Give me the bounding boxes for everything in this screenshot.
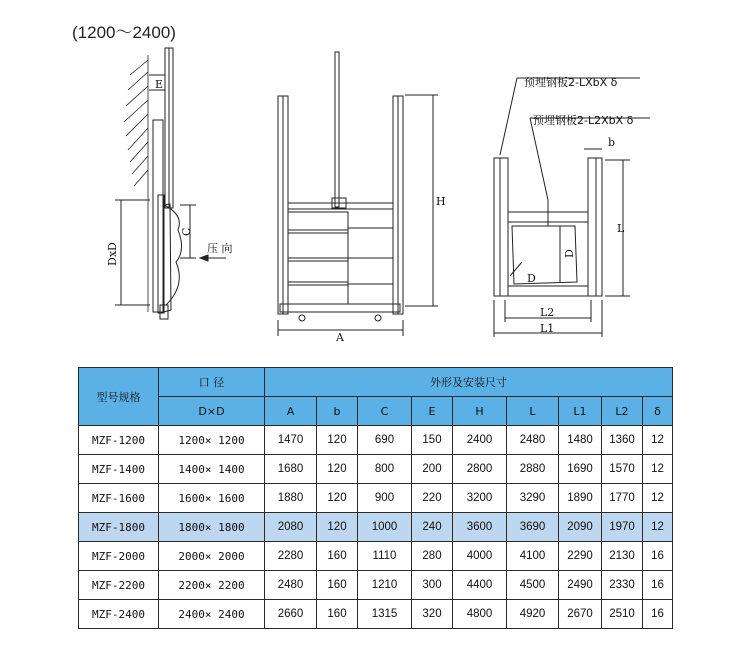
table-cell: 1690 <box>559 455 602 484</box>
side-view <box>106 48 233 319</box>
table-cell: 3690 <box>507 513 559 542</box>
table-cell: 2880 <box>507 455 559 484</box>
table-cell: 2200× 2200 <box>159 571 265 600</box>
table-row <box>79 600 673 629</box>
label-l1: L1 <box>540 322 555 335</box>
table-cell: 3200 <box>453 484 507 513</box>
label-pressure: 压 向 <box>207 242 233 255</box>
front-view <box>278 52 446 344</box>
table-row <box>79 426 673 455</box>
note-plate-1: 预埋钢板2-LXbX δ <box>524 76 618 89</box>
table-header-row <box>79 368 673 397</box>
table-cell: MZF-1600 <box>79 484 159 513</box>
table-cell: 2130 <box>602 542 643 571</box>
table-cell: MZF-2400 <box>79 600 159 629</box>
table-cell: 2480 <box>265 571 317 600</box>
table-cell: 1315 <box>358 600 412 629</box>
table-cell: 2280 <box>265 542 317 571</box>
table-cell: 160 <box>317 600 358 629</box>
note-plate-2: 预埋钢板2-L2XbX δ <box>533 114 634 127</box>
table-cell: 2660 <box>265 600 317 629</box>
label-l2: L2 <box>540 306 555 319</box>
table-row <box>79 513 673 542</box>
table-cell: 120 <box>317 455 358 484</box>
table-cell: 12 <box>643 513 673 542</box>
header-col: b <box>317 397 358 426</box>
table-cell: 3600 <box>453 513 507 542</box>
table-cell: 690 <box>358 426 412 455</box>
table-subheader-row <box>79 397 673 426</box>
label-e: E <box>155 78 164 91</box>
table-cell: 1600× 1600 <box>159 484 265 513</box>
table-cell: 2400× 2400 <box>159 600 265 629</box>
table-cell: 1470 <box>265 426 317 455</box>
table-row <box>79 484 673 513</box>
table-cell: 1680 <box>265 455 317 484</box>
table-cell: 1570 <box>602 455 643 484</box>
table-cell: 4800 <box>453 600 507 629</box>
table-cell: 12 <box>643 484 673 513</box>
table-cell: 2330 <box>602 571 643 600</box>
table-cell: 4000 <box>453 542 507 571</box>
table-row <box>79 455 673 484</box>
table-cell: 2490 <box>559 571 602 600</box>
table-cell: 3290 <box>507 484 559 513</box>
table-cell: 160 <box>317 571 358 600</box>
table-cell: 800 <box>358 455 412 484</box>
header-col: A <box>265 397 317 426</box>
label-c: C <box>180 227 193 236</box>
spec-table <box>78 367 673 629</box>
header-col: δ <box>643 397 673 426</box>
table-cell: 320 <box>412 600 453 629</box>
header-col: E <box>412 397 453 426</box>
wall-hatching <box>124 55 148 312</box>
table-cell: 1400× 1400 <box>159 455 265 484</box>
header-col: L2 <box>602 397 643 426</box>
table-cell: 280 <box>412 542 453 571</box>
table-cell: 200 <box>412 455 453 484</box>
label-l: L <box>617 222 625 235</box>
table-row <box>79 542 673 571</box>
table-cell: 4100 <box>507 542 559 571</box>
table-cell: 4920 <box>507 600 559 629</box>
table-cell: 1110 <box>358 542 412 571</box>
table-cell: 160 <box>317 542 358 571</box>
table-cell: 120 <box>317 513 358 542</box>
header-col: H <box>453 397 507 426</box>
table-cell: MZF-2000 <box>79 542 159 571</box>
table-cell: 1770 <box>602 484 643 513</box>
header-model: 型号规格 <box>79 368 159 426</box>
table-cell: 12 <box>643 455 673 484</box>
table-cell: 1890 <box>559 484 602 513</box>
table-cell: 2510 <box>602 600 643 629</box>
table-cell: 4500 <box>507 571 559 600</box>
table-cell: 2400 <box>453 426 507 455</box>
header-col: L1 <box>559 397 602 426</box>
label-d-horizontal: D <box>527 272 536 285</box>
table-cell: 120 <box>317 484 358 513</box>
table-cell: MZF-1200 <box>79 426 159 455</box>
range-title: (1200～2400) <box>72 23 176 42</box>
table-cell: MZF-2200 <box>79 571 159 600</box>
table-cell: 1200× 1200 <box>159 426 265 455</box>
label-d-vertical: D <box>563 249 576 258</box>
table-cell: 4400 <box>453 571 507 600</box>
table-row <box>79 571 673 600</box>
label-h: H <box>436 195 446 208</box>
table-cell: 12 <box>643 426 673 455</box>
table-cell: MZF-1400 <box>79 455 159 484</box>
header-caliber: 口 径 <box>159 368 265 397</box>
header-col: L <box>507 397 559 426</box>
label-dxd: DxD <box>106 242 119 266</box>
table-cell: 2000× 2000 <box>159 542 265 571</box>
table-cell: 2480 <box>507 426 559 455</box>
table-cell: 2290 <box>559 542 602 571</box>
frame-view <box>494 75 650 337</box>
table-cell: 2800 <box>453 455 507 484</box>
table-cell: 1480 <box>559 426 602 455</box>
header-col: C <box>358 397 412 426</box>
table-cell: MZF-1800 <box>79 513 159 542</box>
header-dims: 外形及安装尺寸 <box>265 368 673 397</box>
table-cell: 1360 <box>602 426 643 455</box>
table-cell: 1800× 1800 <box>159 513 265 542</box>
table-cell: 1000 <box>358 513 412 542</box>
table-cell: 16 <box>643 600 673 629</box>
table-cell: 900 <box>358 484 412 513</box>
table-cell: 16 <box>643 542 673 571</box>
table-cell: 240 <box>412 513 453 542</box>
table-cell: 1880 <box>265 484 317 513</box>
table-cell: 120 <box>317 426 358 455</box>
table-cell: 16 <box>643 571 673 600</box>
table-cell: 300 <box>412 571 453 600</box>
table-cell: 220 <box>412 484 453 513</box>
table-cell: 2090 <box>559 513 602 542</box>
header-caliber-sub: D×D <box>159 397 265 426</box>
table-cell: 150 <box>412 426 453 455</box>
table-cell: 2080 <box>265 513 317 542</box>
label-b: b <box>608 136 616 149</box>
table-cell: 2670 <box>559 600 602 629</box>
label-a: A <box>336 331 344 344</box>
table-cell: 1210 <box>358 571 412 600</box>
table-cell: 1970 <box>602 513 643 542</box>
